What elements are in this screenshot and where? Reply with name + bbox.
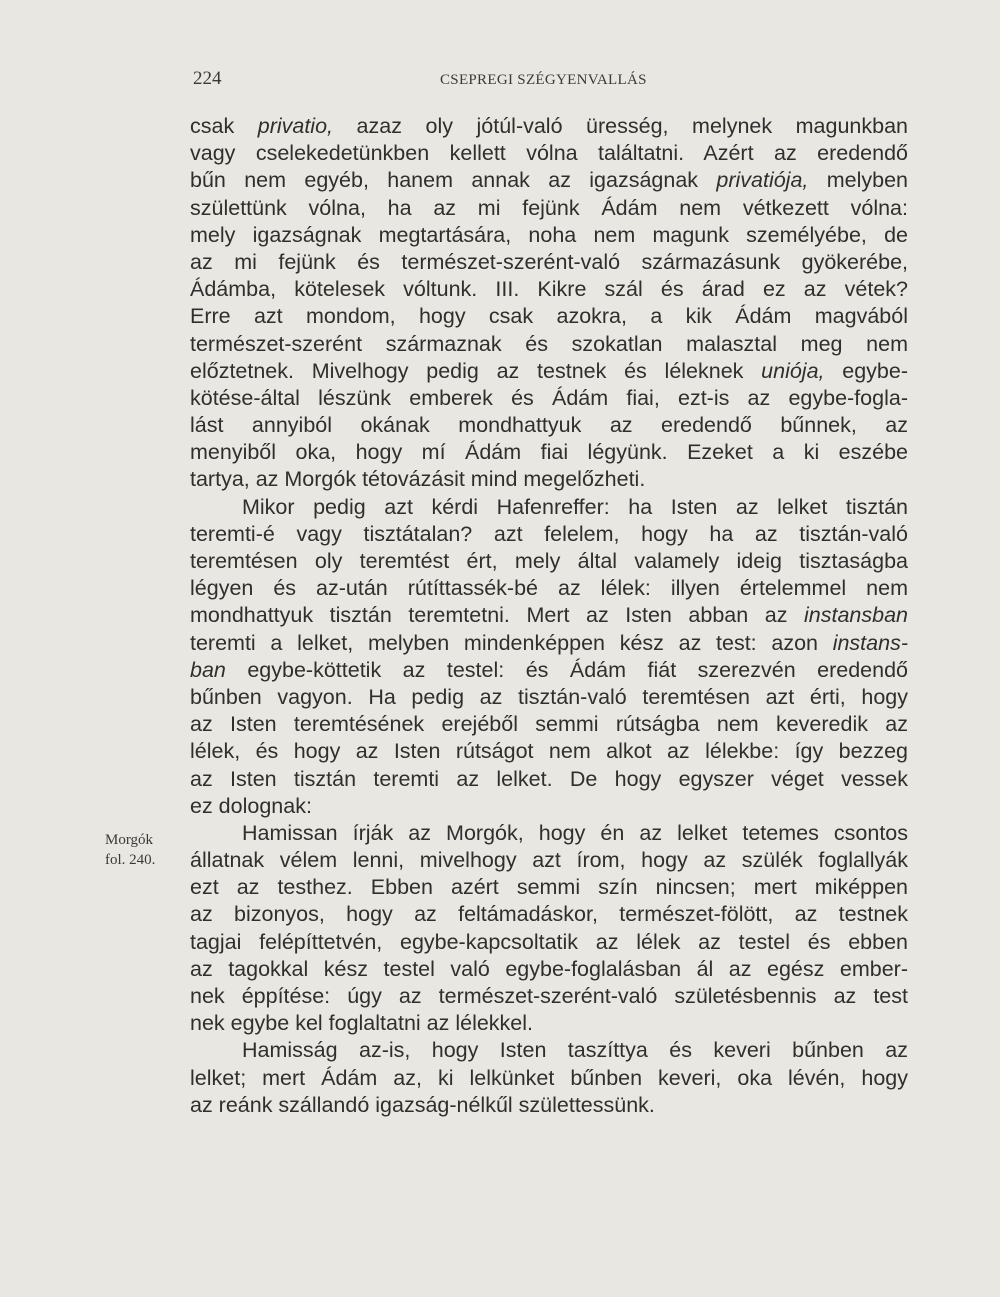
text-line: nek egybe kel foglaltatni az lélekkel. — [190, 1011, 534, 1036]
text-line: ban egybe-köttetik az testel: és Ádám fiát szerezvén eredendő — [190, 657, 908, 682]
text-line: az tagokkal kész testel való egybe-foglalásban ál az egész ember- — [190, 956, 908, 981]
text-line: Erre azt mondom, hogy csak azokra, a kik Ádám magvából — [190, 304, 908, 329]
text-line: teremti-é vagy tisztátalan? azt felelem, hogy ha az tisztán-való — [190, 521, 908, 546]
text-line: az reánk szállandó igazság-nélkűl születtessünk. — [190, 1092, 655, 1117]
text-line: az mi fejünk és természet-szerént-való származásunk gyökerébe, — [190, 249, 908, 274]
text-line: előztetnek. Mivelhogy pedig az testnek és léleknek uniója, egybe- — [190, 358, 908, 383]
text-line: vagy cselekedetünkben kellett vólna találtatni. Azért az eredendő — [190, 141, 908, 166]
text-line: Ádámba, kötelesek vóltunk. III. Kikre szál és árad ez az vétek? — [190, 277, 908, 302]
text-line: Mikor pedig azt kérdi Hafenreffer: ha Isten az lelket tisztán — [242, 494, 908, 519]
text-line: bűn nem egyéb, hanem annak az igazságnak privatiója, melyben — [190, 168, 908, 193]
text-line: születtünk vólna, ha az mi fejünk Ádám nem vétkezett vólna: — [190, 195, 908, 220]
text-line: ezt az testhez. Ebben azért semmi szín nincsen; mert miképpen — [190, 875, 908, 900]
text-line: nek éppítése: úgy az természet-szerént-való születésbennis az test — [190, 984, 908, 1008]
text-line: Hamissan írják az Morgók, hogy én az lelket tetemes csontos — [242, 820, 908, 845]
margin-note-line: fol. 240. — [105, 852, 156, 868]
page-number: 224 — [193, 68, 222, 89]
text-line: teremti a lelket, melyben mindenképpen kész az test: azon instans- — [190, 630, 908, 655]
text-line: természet-szerént származnak és szokatlan malasztal meg nem — [190, 331, 908, 356]
text-line: tartya, az Morgók tétovázásit mind megelőzheti. — [190, 467, 646, 492]
italic-term: instansban — [804, 603, 908, 628]
text-line: Hamisság az-is, hogy Isten taszíttya és keveri bűnben az — [242, 1038, 908, 1063]
text-line: lelket; mert Ádám az, ki lelkünket bűnben keveri, oka lévén, hogy — [190, 1065, 908, 1090]
text-line: menyiből oka, hogy mí Ádám fiai légyünk. Ezeket a ki eszébe — [190, 440, 908, 465]
running-head: CSEPREGI SZÉGYENVALLÁS — [440, 72, 647, 88]
text-line: lást annyiból okának mondhattyuk az eredendő bűnnek, az — [190, 413, 908, 438]
text-line: mondhattyuk tisztán teremtetni. Mert az Isten abban az instansban — [190, 603, 908, 628]
text-line: tagjai felépíttetvén, egybe-kapcsoltatik az lélek az testel és ebben — [190, 929, 908, 954]
text-line: az bizonyos, hogy az feltámadáskor, természet-fölött, az testnek — [190, 902, 908, 927]
body-text — [190, 113, 908, 1119]
text-line: kötése-által lészünk emberek és Ádám fiai, ezt-is az egybe-fogla- — [190, 385, 908, 410]
italic-term: instans- — [832, 630, 908, 655]
italic-term: ban — [190, 657, 226, 682]
text-line: bűnben vagyon. Ha pedig az tisztán-való teremtésen azt érti, hogy — [190, 684, 908, 709]
text-line: lélek, és hogy az Isten rútságot nem alkot az lélekbe: így bezzeg — [190, 739, 908, 764]
text-line: az Isten teremtésének erejéből semmi rútságba nem keveredik az — [190, 712, 908, 737]
text-line: légyen és az-után rútíttassék-bé az lélek: illyen értelemmel nem — [190, 576, 908, 601]
text-line: az Isten tisztán teremti az lelket. De hogy egyszer véget vessek — [190, 766, 908, 791]
italic-term: privatiója, — [716, 168, 809, 193]
italic-term: privatio, — [257, 114, 334, 138]
margin-note-line: Morgók — [105, 832, 154, 848]
text-line: mely igazságnak megtartására, noha nem magunk személyébe, de — [190, 222, 908, 247]
text-line: állatnak vélem lenni, mivelhogy azt írom, hogy az szülék foglallyák — [190, 848, 908, 873]
text-line: csak privatio, azaz oly jótúl-való üresség, melynek magunkban — [190, 114, 908, 138]
margin-note — [105, 830, 155, 870]
italic-term: uniója, — [761, 358, 825, 383]
text-line: teremtésen oly teremtést ért, mely által valamely ideig tisztaságba — [190, 549, 908, 573]
text-line: ez dolognak: — [190, 793, 312, 818]
